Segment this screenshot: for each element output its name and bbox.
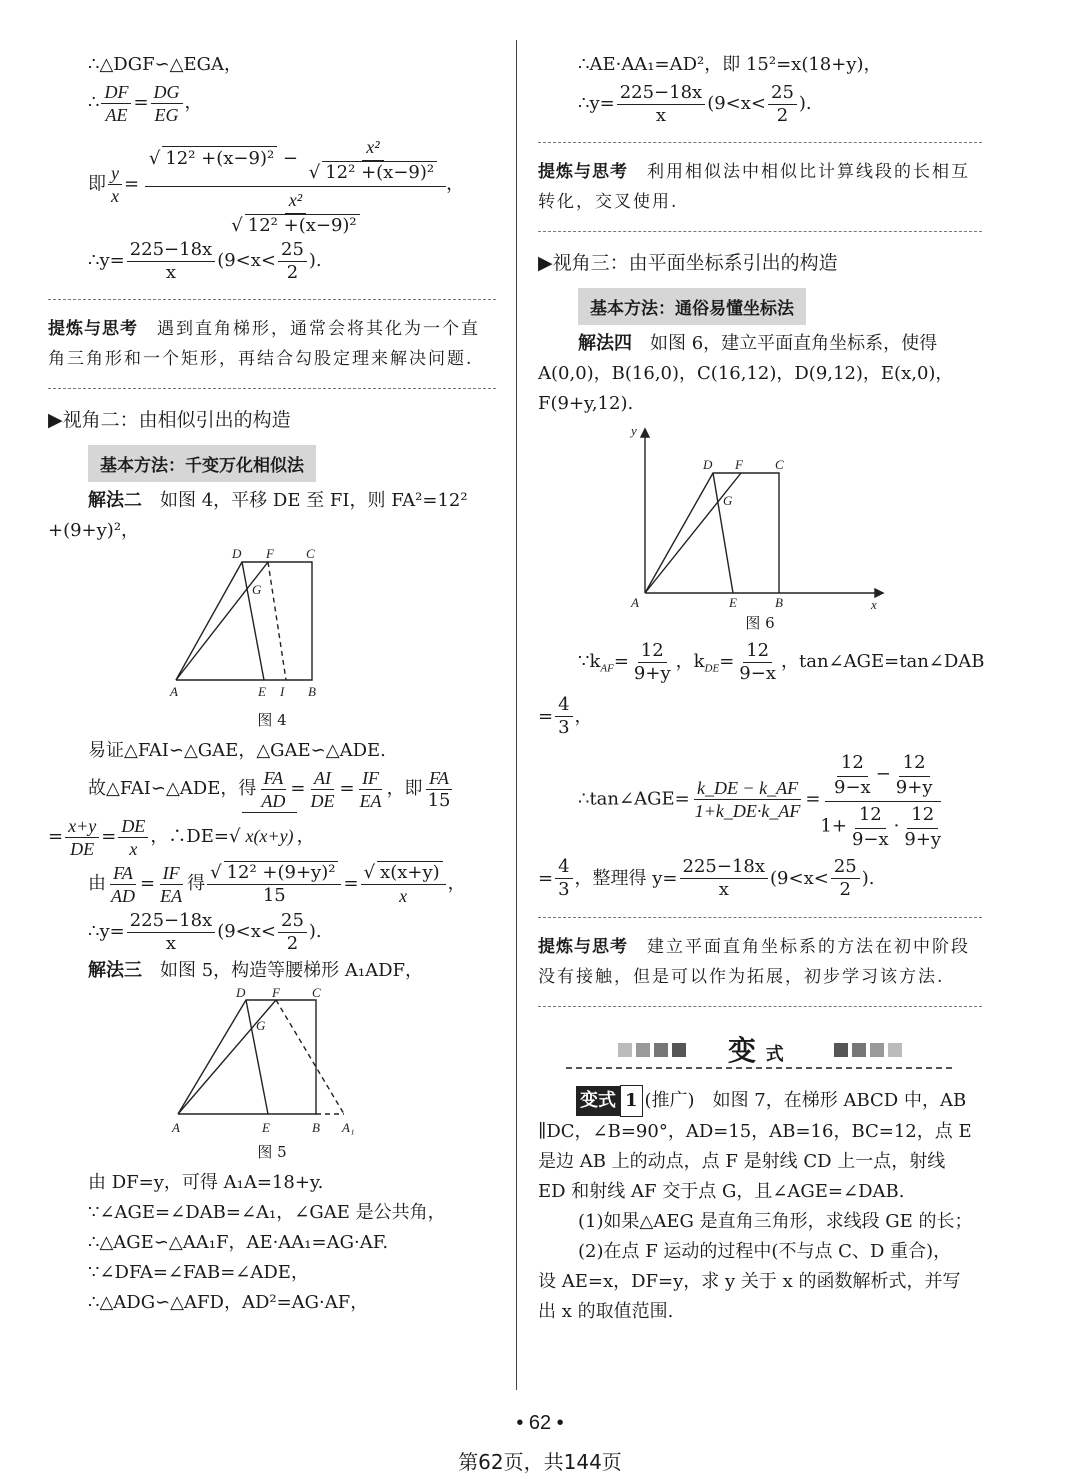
formula-line: = $\frac{4}{3}$ ，整理得 y= $\frac{225-18x}{x}$ (9<x< $\frac{25}{2}$ ). bbox=[538, 856, 875, 901]
method-box: 基本方法：千变万化相似法 bbox=[88, 445, 316, 482]
formula-line: 故△FAI∽△ADE，得 $\frac{FA}{AD}$ = $\frac{AI}{DE}$ = $\frac{IF}{EA}$ ，即 $\frac{FA}{15}$ bbox=[88, 767, 451, 811]
text-line: ED 和射线 AF 交于点 G，且∠AGE=∠DAB. bbox=[538, 1180, 905, 1202]
banner-deco bbox=[888, 1043, 902, 1057]
text-line: 是边 AB 上的动点，点 F 是射线 CD 上一点，射线 bbox=[538, 1150, 946, 1172]
figure-caption: 图 4 bbox=[257, 711, 287, 729]
formula-line: 由 $\frac{FA}{AD}$ = $\frac{IF}{EA}$ 得 $\frac{\text{√ 12² +(9+y)²}}{15}$ = $\frac{√ x(x+y)}{x}$ ， bbox=[88, 862, 466, 906]
banner-deco bbox=[654, 1043, 668, 1057]
fig5-label: G bbox=[256, 1018, 266, 1033]
column-divider bbox=[516, 40, 517, 1390]
solution-line: F(9+y,12). bbox=[538, 393, 634, 414]
fig5-label: B bbox=[312, 1120, 320, 1135]
page-count: 第62页，共144页 bbox=[458, 1450, 622, 1474]
fig5-label: D bbox=[236, 985, 246, 1000]
formula-line: $\because k_{AF}=$ $\frac{12}{9+y}$ ，$k_{DE}=$ $\frac{12}{9-x}$ ，tan∠AGE=tan∠DAB bbox=[578, 639, 985, 684]
formula-line: 即 $\frac{y}{x}$ = √ 12² +(x−9)² − $\frac{\text{x²}}{\text{√ 12² +(x−9)²}}$ $\frac{\text{x²}}{\text{√ 12² +(x−9)²}}$ ， bbox=[48, 132, 496, 237]
think-block: 提炼与思考 利用相似法中相似比计算线段的长相互转化，交叉使用. bbox=[538, 162, 970, 212]
formula-line: = $\frac{x+y}{DE}$ = $\frac{DE}{x}$ ，∴DE=√ x(x+y) ， bbox=[48, 812, 496, 860]
figure-5 bbox=[172, 985, 372, 1142]
fig4-label: F bbox=[266, 546, 274, 561]
banner-deco bbox=[672, 1043, 686, 1057]
solution-line: 解法三 如图 5，构造等腰梯形 A₁ADF， bbox=[88, 960, 424, 981]
formula-line: = $\frac{4}{3}$ ， bbox=[538, 694, 593, 739]
fig5-label: E bbox=[262, 1120, 270, 1135]
question-line: 出 x 的取值范围. bbox=[538, 1300, 674, 1322]
divider bbox=[48, 299, 496, 300]
fig5-label: F bbox=[272, 985, 280, 1000]
method-box: 基本方法：通俗易懂坐标法 bbox=[578, 288, 806, 325]
divider bbox=[538, 917, 982, 918]
fig6-label: F bbox=[735, 457, 743, 472]
right-column bbox=[538, 50, 985, 1327]
fig6-label: E bbox=[729, 595, 737, 610]
question-line: (1)如果△AEG 是直角三角形，求线段 GE 的长； bbox=[578, 1210, 973, 1232]
divider bbox=[48, 388, 496, 389]
text-line: 易证△FAI∽△GAE，△GAE∽△ADE. bbox=[88, 740, 386, 761]
section-heading: ▶视角二：由相似引出的构造 bbox=[48, 409, 291, 431]
fig6-label: A bbox=[631, 595, 639, 610]
text-line: ∴△AGE∽△AA₁F，AE·AA₁=AG·AF. bbox=[88, 1232, 389, 1253]
fig4-label: I bbox=[280, 684, 285, 699]
formula-line: ∴tan∠AGE= $\frac{k\_DE - k\_AF}{1+k\_DE\cdot k\_AF}$ = $\frac{12}{9-x}$ − $\frac{12}{9+y}$ 1+ $\frac{12}{9-x}$ · $\frac{12}{9+y}$ bbox=[538, 748, 982, 851]
solution-line: +(9+y)²， bbox=[48, 520, 140, 541]
banner-deco bbox=[618, 1043, 632, 1057]
text-line: ∴AE·AA₁=AD²，即 15²=x(18+y)， bbox=[578, 54, 882, 75]
text-line: ∵∠DFA=∠FAB=∠ADE， bbox=[88, 1262, 309, 1283]
fig6-label: x bbox=[871, 597, 877, 612]
fig5-label: A₁ bbox=[342, 1120, 355, 1135]
fig5-label: C bbox=[312, 985, 321, 1000]
variant-heading: 变式 1 (推广) 如图 7，在梯形 ABCD 中，AB bbox=[538, 1085, 982, 1117]
variant-banner bbox=[538, 1029, 982, 1073]
fig4-label: G bbox=[252, 582, 262, 597]
banner-underline bbox=[566, 1067, 952, 1069]
solution-line: 解法四 如图 6，建立平面直角坐标系，使得 bbox=[578, 333, 938, 354]
text-line: ∴△DGF∽△EGA， bbox=[88, 54, 243, 75]
figure-caption: 图 6 bbox=[745, 614, 775, 632]
figure-6 bbox=[625, 423, 895, 613]
fig4-label: B bbox=[308, 684, 316, 699]
fig4-label: D bbox=[232, 546, 242, 561]
think-block: 提炼与思考 建立平面直角坐标系的方法在初中阶段没有接触，但是可以作为拓展，初步学习该方法. bbox=[538, 936, 970, 987]
fig6-label: G bbox=[723, 493, 733, 508]
variant-number: 1 bbox=[620, 1085, 643, 1117]
fig5-label: A bbox=[172, 1120, 180, 1135]
formula-line: ∴y= $\frac{225-18x}{x}$ (9<x< $\frac{25}{2}$ ). bbox=[578, 81, 812, 126]
figure-caption: 图 5 bbox=[257, 1143, 287, 1161]
formula-line: ∴y= $\frac{225-18x}{x}$ (9<x< $\frac{25}{2}$ ). bbox=[88, 909, 322, 954]
figure-4 bbox=[170, 546, 372, 710]
left-column bbox=[48, 50, 496, 1318]
banner-deco bbox=[870, 1043, 884, 1057]
formula-line: ∴ $\frac{DF}{AE}$ = $\frac{DG}{EG}$ ， bbox=[88, 81, 203, 125]
fig6-label: y bbox=[631, 423, 637, 438]
page-number: • 62 • bbox=[516, 1412, 564, 1434]
divider bbox=[538, 142, 982, 143]
formula-line: ∴y= $\frac{225-18x}{x}$ (9<x< $\frac{25}{2}$ ). bbox=[88, 238, 322, 283]
fig6-label: D bbox=[703, 457, 713, 472]
banner-deco bbox=[852, 1043, 866, 1057]
fig6-label: B bbox=[775, 595, 783, 610]
divider bbox=[538, 1006, 982, 1007]
banner-deco bbox=[834, 1043, 848, 1057]
think-block: 提炼与思考 遇到直角梯形，通常会将其化为一个直角三角形和一个矩形，再结合勾股定理来解决问题. bbox=[48, 319, 480, 369]
text-line: ∥DC，∠B=90°，AD=15，AB=16，BC=12，点 E bbox=[538, 1120, 972, 1142]
fig6-label: C bbox=[775, 457, 784, 472]
question-line: (2)在点 F 运动的过程中(不与点 C、D 重合)， bbox=[578, 1240, 952, 1262]
fig4-label: A bbox=[170, 684, 178, 699]
question-line: 设 AE=x，DF=y，求 y 关于 x 的函数解析式，并写 bbox=[538, 1270, 961, 1292]
section-heading: ▶视角三：由平面坐标系引出的构造 bbox=[538, 252, 838, 274]
solution-line: A(0,0)，B(16,0)，C(16,12)，D(9,12)，E(x,0)， bbox=[538, 363, 954, 384]
solution-line: 解法二 如图 4，平移 DE 至 FI，则 FA²=12² bbox=[88, 490, 468, 511]
divider bbox=[538, 231, 982, 232]
text-line: ∴△ADG∽△AFD，AD²=AG·AF， bbox=[88, 1292, 369, 1313]
text-line: 由 DF=y，可得 A₁A=18+y. bbox=[88, 1172, 324, 1193]
fig4-label: E bbox=[258, 684, 266, 699]
text-line: ∵∠AGE=∠DAB=∠A₁，∠GAE 是公共角， bbox=[88, 1202, 446, 1223]
banner-title: 变 式 bbox=[728, 1033, 784, 1067]
fig4-label: C bbox=[306, 546, 315, 561]
variant-tag: 变式 bbox=[576, 1086, 620, 1116]
banner-deco bbox=[636, 1043, 650, 1057]
